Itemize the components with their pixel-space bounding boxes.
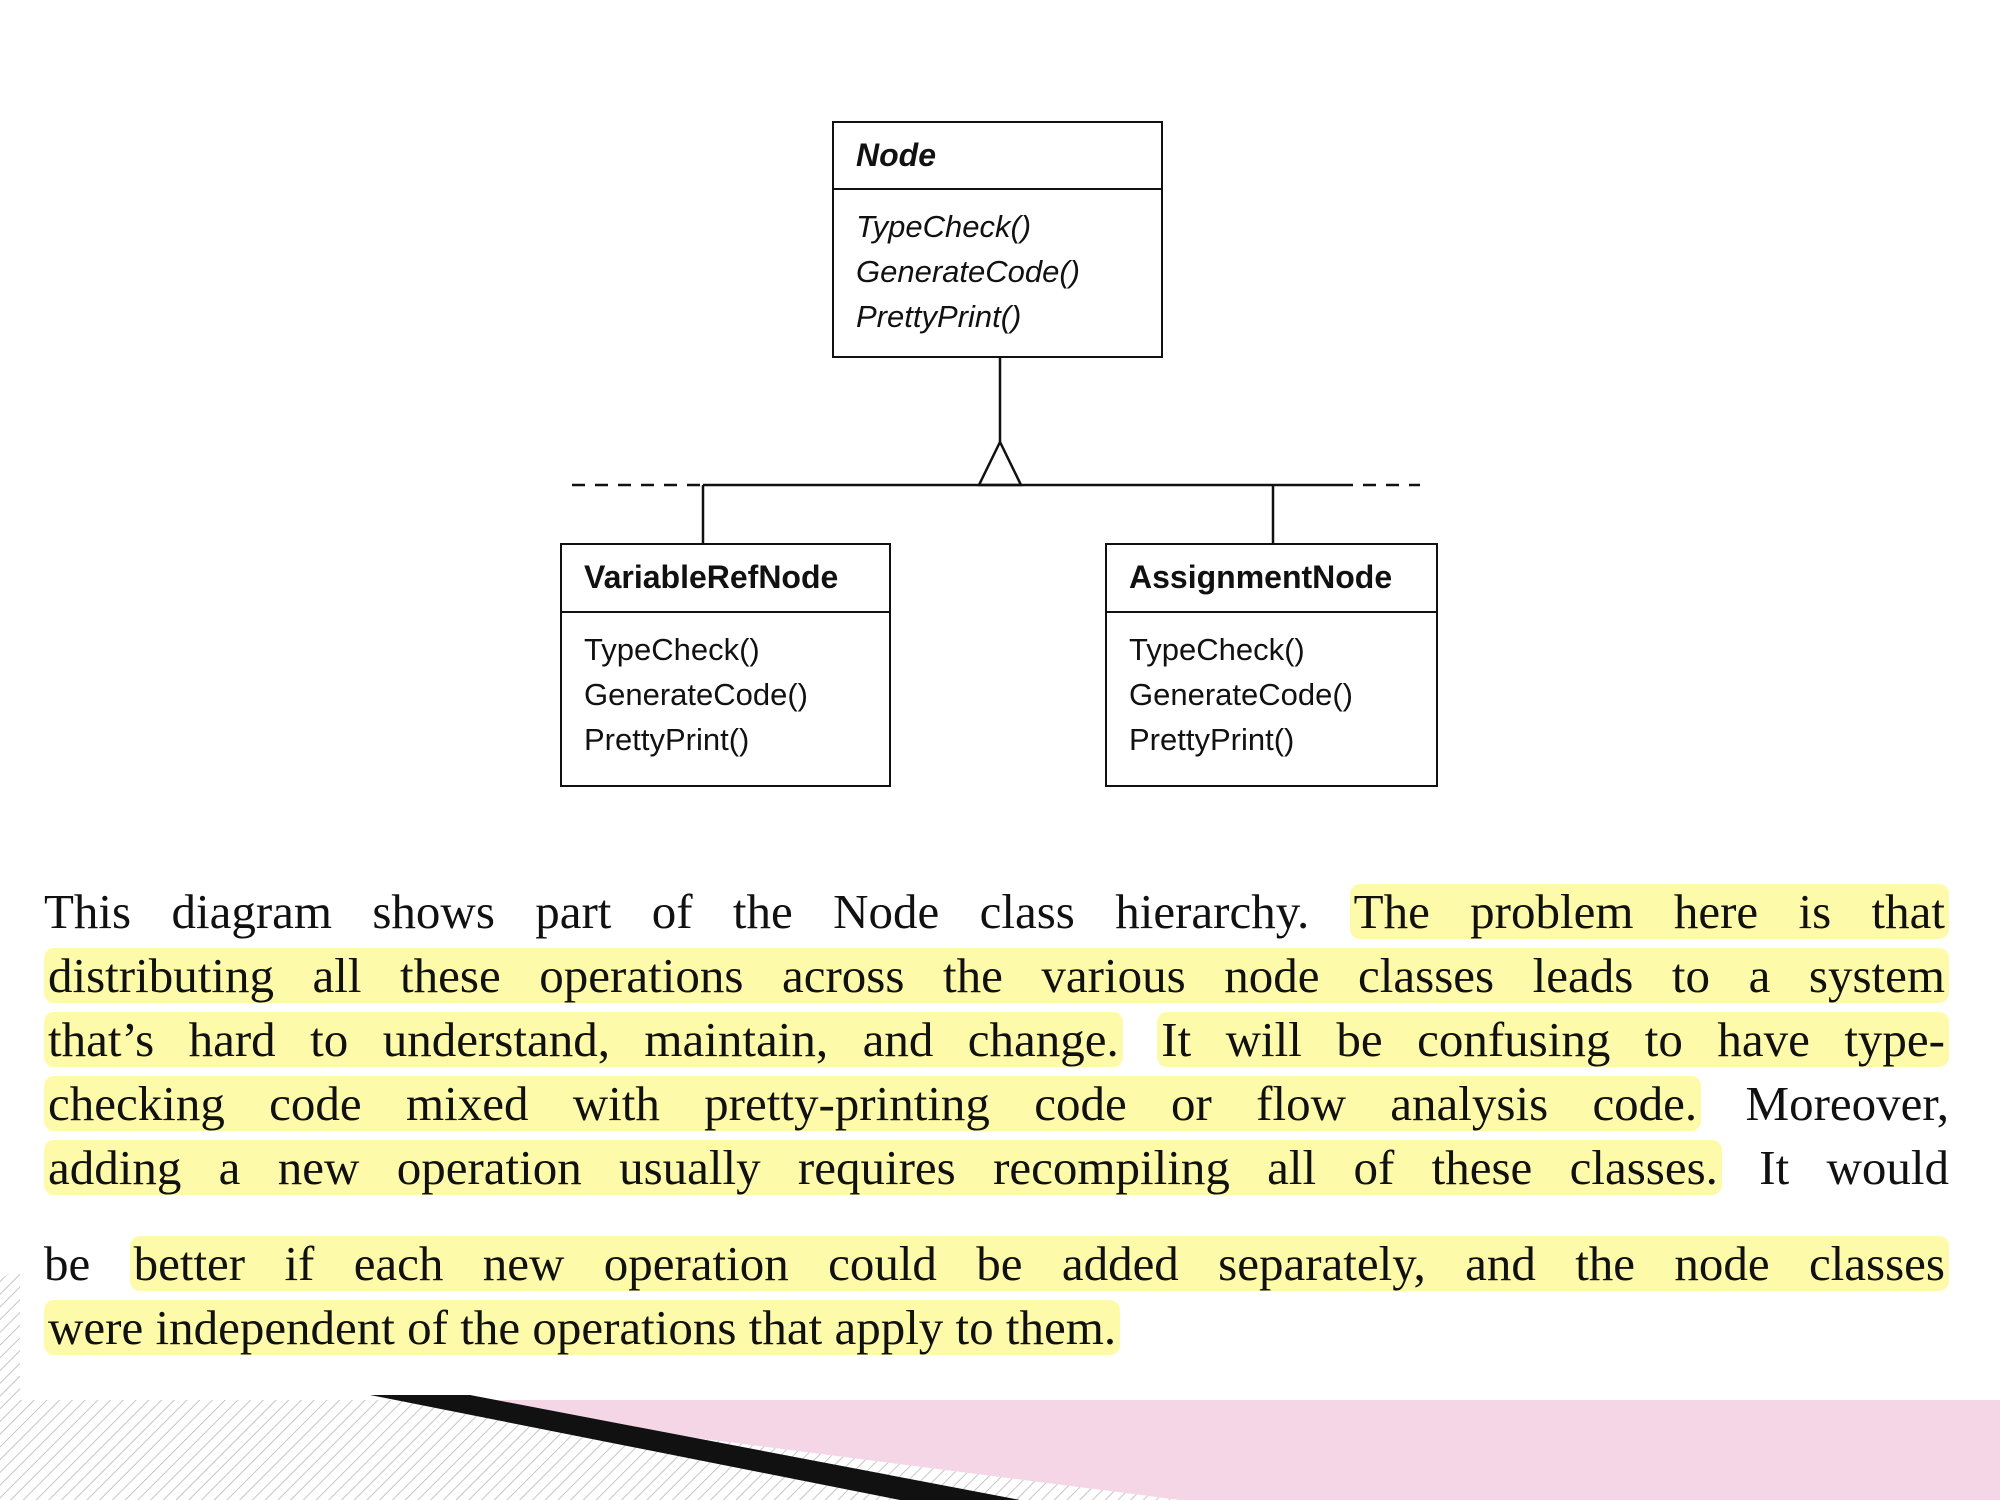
node-op-typecheck: TypeCheck() xyxy=(856,209,1032,244)
assignmentnode-operations xyxy=(1107,613,1436,762)
node-op-generatecode: GenerateCode() xyxy=(856,254,1081,289)
description-plain-text: be xyxy=(44,1236,91,1291)
description-line xyxy=(44,1008,1949,1072)
variablerefnode-op-typecheck: TypeCheck() xyxy=(584,632,760,667)
description-plain-text: It would xyxy=(1759,1140,1950,1195)
variablerefnode-op-generatecode: GenerateCode() xyxy=(584,677,809,712)
description-line xyxy=(44,880,1949,944)
highlighted-text: The problem here is that xyxy=(1350,884,1949,939)
description-plain-text: Moreover, xyxy=(1745,1076,1949,1131)
node-class-operations xyxy=(834,190,1161,339)
inheritance-triangle xyxy=(979,442,1021,485)
assignmentnode-class-box xyxy=(1105,543,1438,787)
node-class-box xyxy=(832,121,1163,358)
assignmentnode-class-name: AssignmentNode xyxy=(1107,545,1436,613)
node-class-name: Node xyxy=(834,123,1161,190)
highlighted-text: It will be confusing to have type- xyxy=(1157,1012,1949,1067)
slide-footer-decoration xyxy=(0,1230,2000,1500)
description-line xyxy=(44,1072,1949,1136)
description-line xyxy=(44,944,1949,1008)
variablerefnode-class-name: VariableRefNode xyxy=(562,545,889,613)
highlighted-text: checking code mixed with pretty-printing code or flow analysis code. xyxy=(44,1076,1701,1131)
assignmentnode-op-generatecode: GenerateCode() xyxy=(1129,677,1354,712)
node-op-prettyprint: PrettyPrint() xyxy=(856,299,1022,334)
variablerefnode-op-prettyprint: PrettyPrint() xyxy=(584,722,750,757)
assignmentnode-op-typecheck: TypeCheck() xyxy=(1129,632,1305,667)
highlighted-text: better if each new operation could be added separately, and the node classes xyxy=(130,1236,1949,1291)
highlighted-text: were independent of the operations that apply to them. xyxy=(44,1300,1120,1355)
description-line xyxy=(44,1136,1949,1200)
assignmentnode-op-prettyprint: PrettyPrint() xyxy=(1129,722,1295,757)
variablerefnode-operations xyxy=(562,613,889,762)
highlighted-text: adding a new operation usually requires recompiling all of these classes. xyxy=(44,1140,1722,1195)
highlighted-text: that’s hard to understand, maintain, and change. xyxy=(44,1012,1123,1067)
highlighted-text: distributing all these operations across the various node classes leads to a system xyxy=(44,948,1949,1003)
variablerefnode-class-box xyxy=(560,543,891,787)
description-plain-text: This diagram shows part of the Node class hierarchy. xyxy=(44,884,1310,939)
